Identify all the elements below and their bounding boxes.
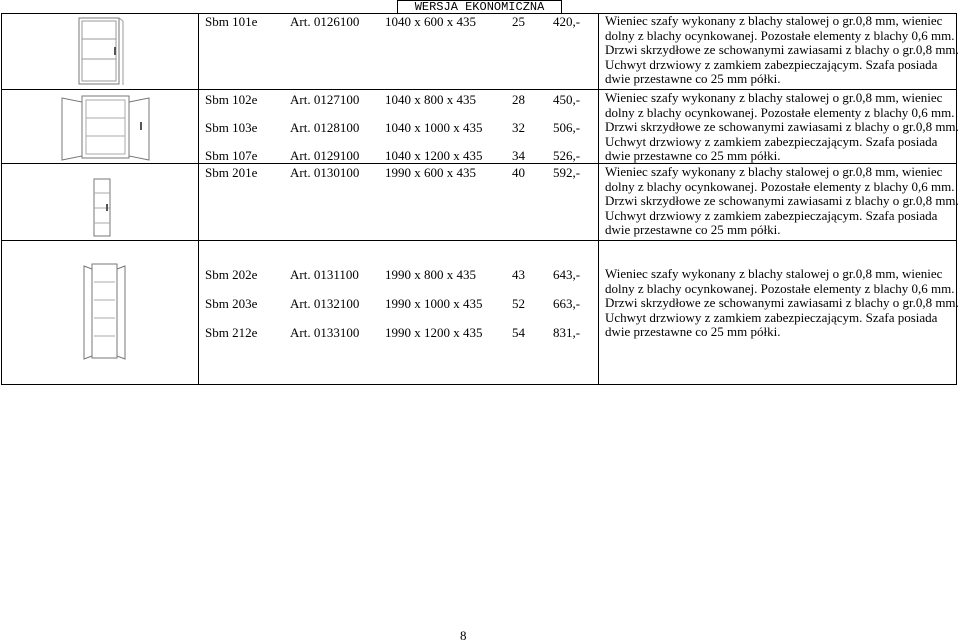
model-cell: Sbm 103e — [205, 120, 258, 135]
description-line: Drzwi skrzydłowe ze schowanymi zawiasami z blachy o gr.0,8 mm. — [605, 119, 959, 134]
price-cell: 526,- — [553, 148, 581, 163]
description-block — [605, 267, 959, 340]
description-line: Wieniec szafy wykonany z blachy stalowej o gr.0,8 mm, wieniec — [605, 266, 943, 281]
description-line: dolny z blachy ocynkowanej. Pozostałe elementy z blachy 0,6 mm. — [605, 178, 955, 194]
art-cell: Art. 0127100 — [290, 92, 360, 107]
description-line: dwie przestawne co 25 mm półki. — [605, 71, 781, 86]
description-line: Wieniec szafy wykonany z blachy stalowej o gr.0,8 mm, wieniec — [605, 13, 943, 28]
dims-cell: 1990 x 1000 x 435 — [385, 296, 483, 311]
art-cell: Art. 0130100 — [290, 165, 360, 180]
description-line: dwie przestawne co 25 mm półki. — [605, 324, 781, 339]
art-cell: Art. 0131100 — [290, 267, 359, 282]
price-cell: 506,- — [553, 120, 581, 135]
weight-cell: 40 — [512, 165, 525, 180]
dims-cell: 1990 x 800 x 435 — [385, 267, 476, 282]
price-cell: 592,- — [553, 165, 581, 180]
dims-cell: 1990 x 1200 x 435 — [385, 325, 483, 340]
cabinet-image-tall-double — [82, 262, 127, 362]
price-cell: 663,- — [553, 296, 581, 311]
model-cell: Sbm 212e — [205, 325, 258, 340]
art-cell: Art. 0128100 — [290, 120, 360, 135]
price-cell: 643,- — [553, 267, 581, 282]
description-line: Uchwyt drzwiowy z zamkiem zabezpieczającym. Szafa posiada — [605, 309, 938, 325]
weight-cell: 32 — [512, 120, 525, 135]
art-cell: Art. 0129100 — [290, 148, 360, 163]
model-cell: Sbm 201e — [205, 165, 258, 180]
weight-cell: 28 — [512, 92, 525, 107]
art-cell: Art. 0126100 — [290, 14, 360, 29]
price-cell: 450,- — [553, 92, 581, 107]
model-cell: Sbm 101e — [205, 14, 258, 29]
description-line: Drzwi skrzydłowe ze schowanymi zawiasami z blachy o gr.0,8 mm. — [605, 193, 959, 208]
description-line: Drzwi skrzydłowe ze schowanymi zawiasami z blachy o gr.0,8 mm. — [605, 295, 959, 310]
description-line: Wieniec szafy wykonany z blachy stalowej o gr.0,8 mm, wieniec — [605, 90, 943, 105]
dims-cell: 1040 x 800 x 435 — [385, 92, 476, 107]
model-cell: Sbm 203e — [205, 296, 258, 311]
model-cell: Sbm 202e — [205, 267, 258, 282]
page-number: 8 — [460, 628, 467, 643]
weight-cell: 54 — [512, 325, 525, 340]
cabinet-image-tall-single — [92, 178, 114, 238]
model-cell: Sbm 102e — [205, 92, 258, 107]
weight-cell: 43 — [512, 267, 525, 282]
section-title: WERSJA EKONOMICZNA — [397, 0, 562, 14]
description-line: dwie przestawne co 25 mm półki. — [605, 222, 781, 237]
description-line: Uchwyt drzwiowy z zamkiem zabezpieczającym. Szafa posiada — [605, 133, 938, 149]
cabinet-image-low-single — [78, 17, 124, 87]
description-block — [605, 14, 959, 87]
description-line: Uchwyt drzwiowy z zamkiem zabezpieczającym. Szafa posiada — [605, 207, 938, 223]
dims-cell: 1990 x 600 x 435 — [385, 165, 476, 180]
art-cell: Art. 0132100 — [290, 296, 360, 311]
description-block — [605, 91, 959, 164]
weight-cell: 34 — [512, 148, 525, 163]
cabinet-image-open-double — [58, 92, 153, 162]
description-line: dwie przestawne co 25 mm półki. — [605, 148, 781, 163]
weight-cell: 52 — [512, 296, 525, 311]
row-divider — [1, 240, 957, 241]
price-cell: 420,- — [553, 14, 581, 29]
column-divider — [198, 13, 199, 385]
price-cell: 831,- — [553, 325, 581, 340]
weight-cell: 25 — [512, 14, 525, 29]
dims-cell: 1040 x 1200 x 435 — [385, 148, 483, 163]
description-line: dolny z blachy ocynkowanej. Pozostałe elementy z blachy 0,6 mm. — [605, 280, 955, 296]
description-line: dolny z blachy ocynkowanej. Pozostałe elementy z blachy 0,6 mm. — [605, 27, 955, 43]
description-line: Drzwi skrzydłowe ze schowanymi zawiasami z blachy o gr.0,8 mm. — [605, 42, 959, 57]
model-cell: Sbm 107e — [205, 148, 258, 163]
description-line: dolny z blachy ocynkowanej. Pozostałe elementy z blachy 0,6 mm. — [605, 104, 955, 120]
description-line: Wieniec szafy wykonany z blachy stalowej o gr.0,8 mm, wieniec — [605, 164, 943, 179]
art-cell: Art. 0133100 — [290, 325, 360, 340]
dims-cell: 1040 x 600 x 435 — [385, 14, 476, 29]
description-line: Uchwyt drzwiowy z zamkiem zabezpieczającym. Szafa posiada — [605, 56, 938, 72]
description-block — [605, 165, 959, 238]
dims-cell: 1040 x 1000 x 435 — [385, 120, 483, 135]
column-divider — [598, 13, 599, 385]
